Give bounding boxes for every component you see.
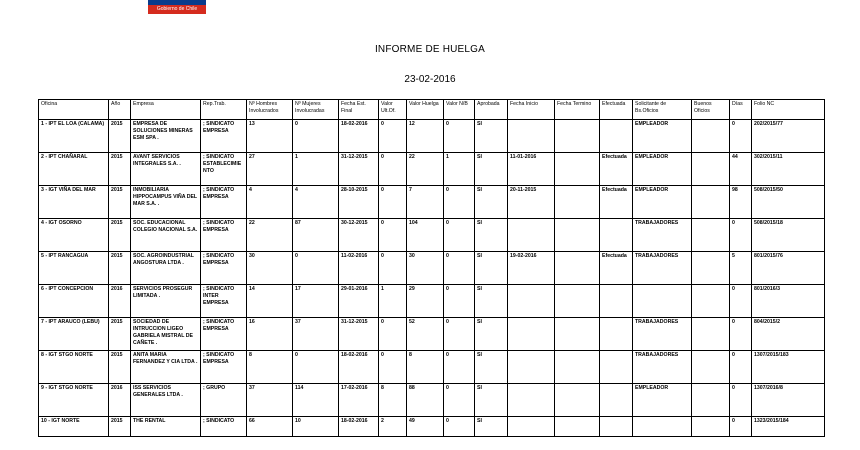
table-cell: 2015 (109, 120, 131, 153)
table-cell (692, 285, 730, 318)
table-cell: EMPLEADOR (633, 120, 692, 153)
table-cell: 17-02-2016 (339, 384, 379, 417)
table-cell: 2016 (109, 384, 131, 417)
table-cell (555, 153, 600, 186)
table-cell: 9 - IGT STGO NORTE (39, 384, 109, 417)
table-cell: 0 (730, 318, 752, 351)
table-cell: ; SINDICATO EMPRESA (201, 318, 247, 351)
table-cell: 28-10-2015 (339, 186, 379, 219)
table-cell (692, 186, 730, 219)
table-cell: EMPLEADOR (633, 186, 692, 219)
table-cell: 37 (247, 384, 293, 417)
table-cell: 88 (407, 384, 444, 417)
table-cell: 4 - IGT OSORNO (39, 219, 109, 252)
table-cell (555, 417, 600, 437)
table-cell: 14 (247, 285, 293, 318)
table-cell: 8 (407, 351, 444, 384)
table-cell: 4 (247, 186, 293, 219)
logo-text: Gobierno de Chile (156, 6, 198, 12)
table-cell (600, 285, 633, 318)
table-cell: 1 - IPT EL LOA (CALAMA) (39, 120, 109, 153)
column-header: Fecha Inicio (508, 100, 555, 120)
table-cell: 1 (379, 285, 407, 318)
table-cell (600, 219, 633, 252)
table-cell: SOC. EDUCACIONAL COLEGIO NACIONAL S.A. (131, 219, 201, 252)
table-cell: EMPRESA DE SOLUCIONES MINERAS ESM SPA . (131, 120, 201, 153)
column-header: Fecha Termino (555, 100, 600, 120)
column-header: Nº Mujeres Involucradas (293, 100, 339, 120)
table-row (39, 219, 825, 252)
column-header: Oficina (39, 100, 109, 120)
table-cell: SI (475, 285, 508, 318)
table-cell: 2015 (109, 417, 131, 437)
table-cell: 0 (444, 120, 475, 153)
table-cell: SI (475, 417, 508, 437)
table-cell: 202/2015/77 (752, 120, 825, 153)
table-cell: 302/2015/11 (752, 153, 825, 186)
table-cell (600, 351, 633, 384)
table-cell: 18-02-2016 (339, 120, 379, 153)
table-cell: ; SINDICATO (201, 417, 247, 437)
table-cell (600, 417, 633, 437)
table-cell (692, 318, 730, 351)
table-cell: ANITA MARIA FERNANDEZ Y CIA LTDA . (131, 351, 201, 384)
column-header: Valor Ult.Of. (379, 100, 407, 120)
table-cell: Efectuada (600, 252, 633, 285)
table-cell: 0 (293, 120, 339, 153)
table-cell: 1307/2015/183 (752, 351, 825, 384)
table-cell: 801/2016/3 (752, 285, 825, 318)
table-cell (555, 318, 600, 351)
table-cell (692, 417, 730, 437)
table-cell: 11-01-2016 (508, 153, 555, 186)
table-cell: EMPLEADOR (633, 384, 692, 417)
table-cell (508, 219, 555, 252)
table-cell: SI (475, 252, 508, 285)
table-cell: SI (475, 318, 508, 351)
column-header: Fecha Est. Final (339, 100, 379, 120)
table-cell (692, 120, 730, 153)
table-cell: 0 (730, 120, 752, 153)
table-cell: 30 (247, 252, 293, 285)
table-row (39, 120, 825, 153)
table-cell: 1323/2015/184 (752, 417, 825, 437)
table-cell: 18-02-2016 (339, 417, 379, 437)
table-cell (692, 153, 730, 186)
table-cell: 2 - IPT CHAÑARAL (39, 153, 109, 186)
table-cell (555, 351, 600, 384)
table-cell: THE RENTAL (131, 417, 201, 437)
table-cell (555, 285, 600, 318)
table-cell: SI (475, 120, 508, 153)
table-cell: 8 (379, 384, 407, 417)
table-cell: TRABAJADORES (633, 252, 692, 285)
table-cell: 0 (730, 219, 752, 252)
table-cell (508, 318, 555, 351)
table-cell: 31-12-2015 (339, 153, 379, 186)
table-cell (508, 120, 555, 153)
table-row (39, 417, 825, 437)
table-cell (508, 417, 555, 437)
table-cell: 801/2015/76 (752, 252, 825, 285)
table-cell: 0 (730, 351, 752, 384)
table-cell: 12 (407, 120, 444, 153)
table-cell: 0 (444, 318, 475, 351)
table-row (39, 285, 825, 318)
table-cell (692, 351, 730, 384)
table-cell: SOC. AGROINDUSTRIAL ANGOSTURA LTDA . (131, 252, 201, 285)
table-cell: SI (475, 186, 508, 219)
table-cell (555, 384, 600, 417)
table-cell: 0 (379, 219, 407, 252)
table-cell: 11-02-2016 (339, 252, 379, 285)
column-header: Empresa (131, 100, 201, 120)
table-cell (692, 219, 730, 252)
table-cell: 0 (379, 153, 407, 186)
table-cell: SI (475, 351, 508, 384)
table-cell: 0 (730, 417, 752, 437)
table-cell: 0 (444, 384, 475, 417)
table-cell: 17 (293, 285, 339, 318)
table-cell: 1307/2016/8 (752, 384, 825, 417)
table-cell: Efectuada (600, 186, 633, 219)
table-cell: ISS SERVICIOS GENERALES LTDA . (131, 384, 201, 417)
table-cell: 2016 (109, 285, 131, 318)
table-cell: ; SINDICATO EMPRESA (201, 219, 247, 252)
table-row (39, 384, 825, 417)
table-cell: 30-12-2015 (339, 219, 379, 252)
table-cell: 0 (379, 351, 407, 384)
table-cell: 0 (293, 252, 339, 285)
table-cell (600, 318, 633, 351)
table-cell (555, 252, 600, 285)
table-cell: 27 (247, 153, 293, 186)
table-cell: 0 (444, 351, 475, 384)
government-logo (148, 0, 206, 14)
table-cell: 2015 (109, 186, 131, 219)
table-cell: ; SINDICATO ESTABLECIMIENTO (201, 153, 247, 186)
table-cell: 98 (730, 186, 752, 219)
table-cell (600, 120, 633, 153)
column-header: Efectuada (600, 100, 633, 120)
table-cell: SI (475, 384, 508, 417)
table-cell: ; SINDICATO INTER EMPRESA (201, 285, 247, 318)
table-cell: ; SINDICATO EMPRESA (201, 351, 247, 384)
table-cell: 2015 (109, 252, 131, 285)
table-cell: SOCIEDAD DE INTRUCCION LIGEO GABRIELA MISTRAL DE CAÑETE . (131, 318, 201, 351)
table-row (39, 351, 825, 384)
table-cell: 0 (379, 186, 407, 219)
table-cell: 87 (293, 219, 339, 252)
table-cell: TRABAJADORES (633, 219, 692, 252)
table-cell: 10 (293, 417, 339, 437)
table-cell: 4 (293, 186, 339, 219)
table-cell (692, 252, 730, 285)
column-header: Nº Hombres Involucrados (247, 100, 293, 120)
report-date: 23-02-2016 (404, 74, 456, 85)
table-cell (633, 417, 692, 437)
table-cell: 0 (444, 417, 475, 437)
table-cell: 20-11-2015 (508, 186, 555, 219)
table-cell: 29 (407, 285, 444, 318)
table-cell: 0 (730, 384, 752, 417)
table-cell: 66 (247, 417, 293, 437)
table-cell: 22 (407, 153, 444, 186)
table-cell: 0 (379, 318, 407, 351)
table-cell: 1 (444, 153, 475, 186)
table-cell: 804/2015/2 (752, 318, 825, 351)
table-cell: Efectuada (600, 153, 633, 186)
table-cell: INMOBILIARIA HIPPOCAMPUS VIÑA DEL MAR S.A. . (131, 186, 201, 219)
table-cell: SERVICIOS PROSEGUR LIMITADA . (131, 285, 201, 318)
table-body (39, 120, 825, 437)
column-header: Valor Huelga (407, 100, 444, 120)
table-cell: ; SINDICATO EMPRESA (201, 252, 247, 285)
table-cell: 2 (379, 417, 407, 437)
table-cell: 0 (444, 252, 475, 285)
table-cell (600, 384, 633, 417)
table-cell: ; GRUPO (201, 384, 247, 417)
table-cell: AVANT SERVICIOS INTEGRALES S.A. . (131, 153, 201, 186)
table-row (39, 318, 825, 351)
table-cell: 30 (407, 252, 444, 285)
table-cell: 508/2015/50 (752, 186, 825, 219)
table-cell: 37 (293, 318, 339, 351)
table-cell: 5 (730, 252, 752, 285)
table-cell: 18-02-2016 (339, 351, 379, 384)
table-cell (555, 120, 600, 153)
table-cell: 104 (407, 219, 444, 252)
column-header: Valor N/B (444, 100, 475, 120)
table-cell: 0 (379, 252, 407, 285)
table-cell (508, 351, 555, 384)
table-cell: 22 (247, 219, 293, 252)
table-cell (633, 285, 692, 318)
table-row (39, 153, 825, 186)
table-cell: SI (475, 219, 508, 252)
table-cell: 0 (293, 351, 339, 384)
column-header: Folio NC (752, 100, 825, 120)
column-header: Solicitante de Bs.Oficios (633, 100, 692, 120)
table-cell: 3 - IGT VIÑA DEL MAR (39, 186, 109, 219)
table-cell: 6 - IPT CONCEPCION (39, 285, 109, 318)
table-cell (692, 384, 730, 417)
table-cell: 508/2015/18 (752, 219, 825, 252)
table-cell: EMPLEADOR (633, 153, 692, 186)
table-cell: 29-01-2016 (339, 285, 379, 318)
table-cell: ; SINDICATO EMPRESA (201, 120, 247, 153)
table-cell: 0 (379, 120, 407, 153)
table-cell: 13 (247, 120, 293, 153)
table-cell: TRABAJADORES (633, 351, 692, 384)
table-cell: 49 (407, 417, 444, 437)
column-header: Buenos Oficios (692, 100, 730, 120)
table-cell: 2015 (109, 153, 131, 186)
table-cell: 44 (730, 153, 752, 186)
table-row (39, 252, 825, 285)
table-cell: 19-02-2016 (508, 252, 555, 285)
table-cell (508, 384, 555, 417)
table-cell: 114 (293, 384, 339, 417)
column-header: Aprobada (475, 100, 508, 120)
column-header: Rep.Trab. (201, 100, 247, 120)
table-cell: 0 (444, 285, 475, 318)
column-header: Año (109, 100, 131, 120)
table-cell: 52 (407, 318, 444, 351)
table-cell: 7 - IPT ARAUCO (LEBU) (39, 318, 109, 351)
table-cell: 7 (407, 186, 444, 219)
report-title: INFORME DE HUELGA (374, 44, 486, 55)
table-cell: 2015 (109, 351, 131, 384)
table-cell: ; SINDICATO EMPRESA (201, 186, 247, 219)
table-cell: 2015 (109, 219, 131, 252)
table-cell: 8 (247, 351, 293, 384)
table-cell: 2015 (109, 318, 131, 351)
table-cell (508, 285, 555, 318)
table-cell: SI (475, 153, 508, 186)
table-cell: 16 (247, 318, 293, 351)
table-cell: TRABAJADORES (633, 318, 692, 351)
table-cell (555, 186, 600, 219)
table-cell: 10 - IGT NORTE (39, 417, 109, 437)
column-header: Días (730, 100, 752, 120)
table-cell: 5 - IPT RANCAGUA (39, 252, 109, 285)
table-cell: 0 (444, 186, 475, 219)
table-cell: 0 (444, 219, 475, 252)
table-cell: 8 - IGT STGO NORTE (39, 351, 109, 384)
table-header-row (39, 100, 825, 120)
table-cell: 0 (730, 285, 752, 318)
table-cell: 31-12-2015 (339, 318, 379, 351)
table-row (39, 186, 825, 219)
strike-report-table (38, 99, 825, 437)
table-cell (555, 219, 600, 252)
table-cell: 1 (293, 153, 339, 186)
